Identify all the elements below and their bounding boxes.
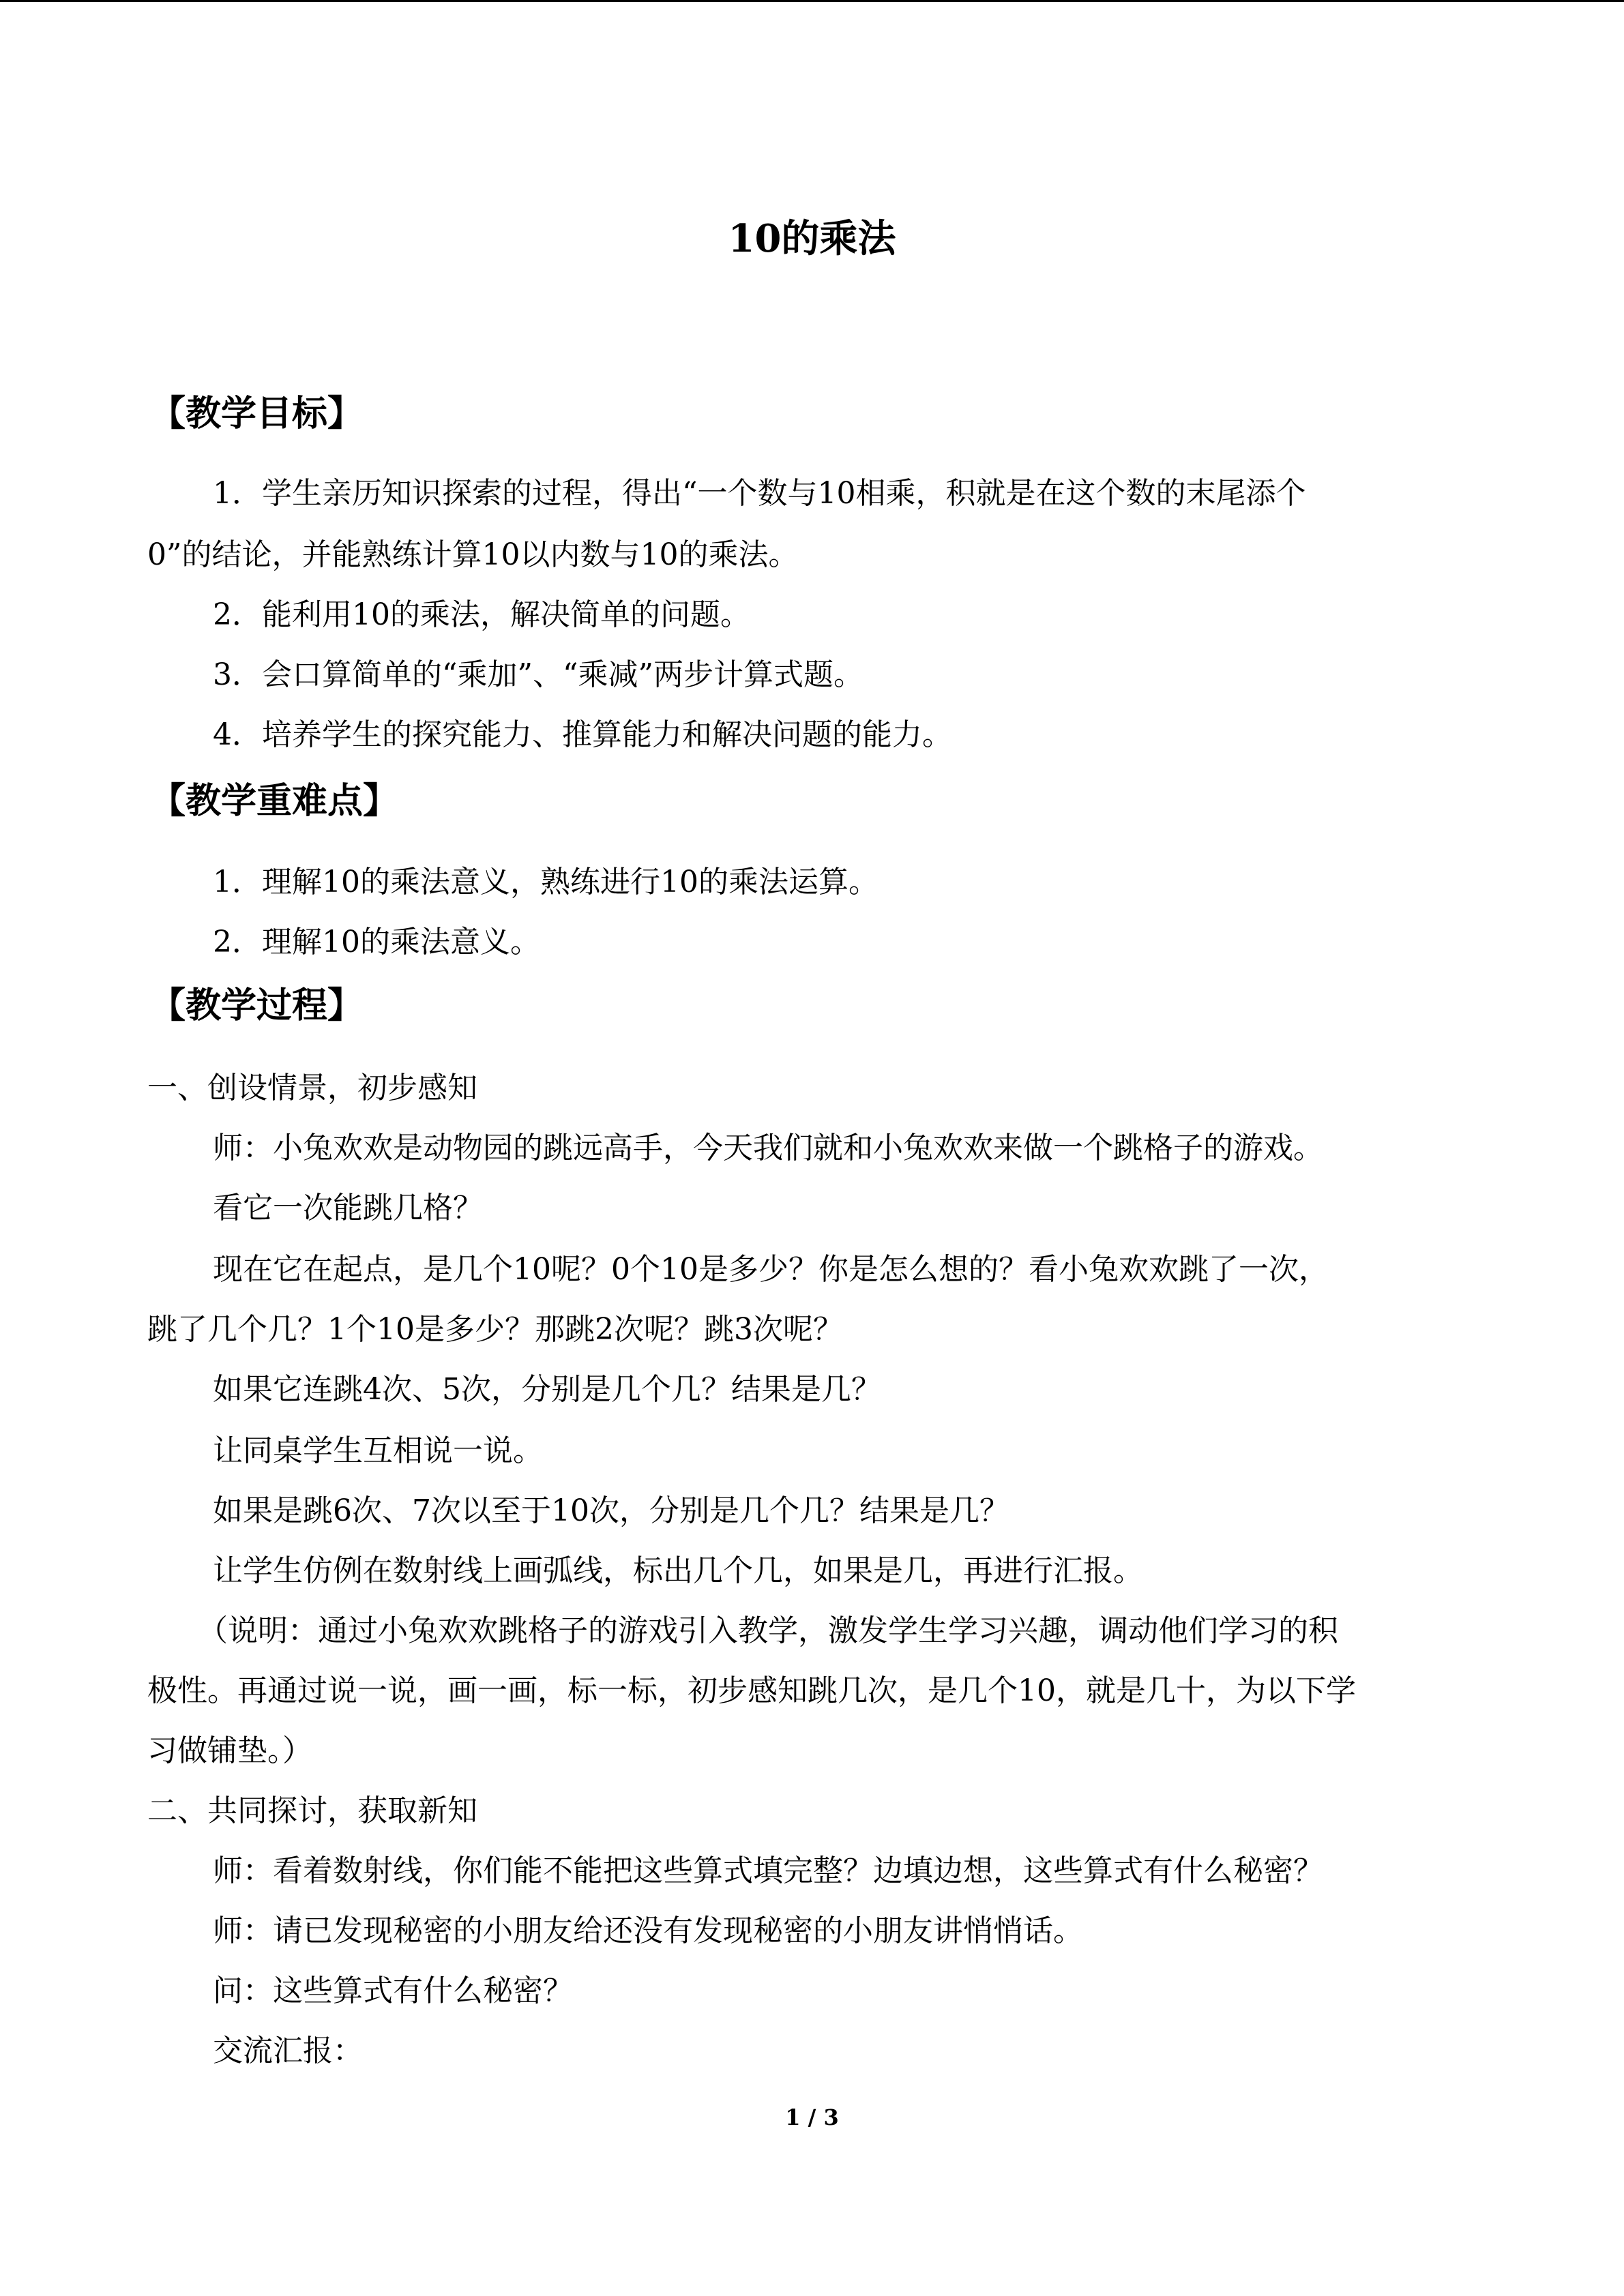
objective-line-1: 1．学生亲历知识探索的过程，得出“一个数与10相乘，积就是在这个数的末尾添个 [213,476,1306,511]
process-line-9: 师：请已发现秘密的小朋友给还没有发现秘密的小朋友讲悄悄话。 [213,1913,1083,1948]
keypoint-line-1: 1．理解10的乘法意义，熟练进行10的乘法运算。 [213,865,879,899]
process-line-3-cont: 跳了几个几？1个10是多少？那跳2次呢？跳3次呢？ [147,1312,843,1347]
process-line-7: 让学生仿例在数射线上画弧线，标出几个几，如果是几，再进行汇报。 [213,1553,1143,1588]
objective-line-2: 2．能利用10的乘法，解决简单的问题。 [213,597,750,632]
process-line-3: 现在它在起点，是几个10呢？0个10是多少？你是怎么想的？看小兔欢欢跳了一次， [213,1252,1329,1287]
keypoint-line-2: 2．理解10的乘法意义。 [213,925,540,959]
process-line-1: 师：小兔欢欢是动物园的跳远高手，今天我们就和小兔欢欢来做一个跳格子的游戏。 [213,1131,1323,1165]
heading-objectives: 【教学目标】 [150,393,364,434]
objective-line-1-cont: 0”的结论，并能熟练计算10以内数与10的乘法。 [147,537,799,572]
process-note-line-2: 极性。再通过说一说，画一画，标一标，初步感知跳几次，是几个10，就是几十，为以下学 [147,1673,1356,1708]
process-line-10: 问：这些算式有什么秘密？ [213,1973,573,2008]
document-title: 10的乘法 [728,216,896,261]
objective-line-4: 4．培养学生的探究能力、推算能力和解决问题的能力。 [213,717,952,752]
process-line-6: 如果是跳6次、7次以至于10次，分别是几个几？结果是几？ [213,1493,1009,1528]
objective-line-3: 3．会口算简单的“乘加”、“乘减”两步计算式题。 [213,657,863,692]
heading-keypoints: 【教学重难点】 [150,781,399,822]
page-number: 1 / 3 [785,2104,839,2130]
process-line-8: 师：看着数射线，你们能不能把这些算式填完整？边填边想，这些算式有什么秘密？ [213,1853,1323,1888]
process-line-5: 让同桌学生互相说一说。 [213,1433,543,1468]
process-line-2: 看它一次能跳几格？ [213,1191,483,1225]
process-subheading-2: 二、共同探讨，获取新知 [147,1793,477,1828]
process-note-line-3: 习做铺垫。） [147,1733,312,1768]
process-line-11: 交流汇报： [213,2033,363,2068]
process-line-4: 如果它连跳4次、5次，分别是几个几？结果是几？ [213,1372,881,1407]
process-subheading-1: 一、创设情景，初步感知 [147,1071,477,1105]
process-note-line-1: （说明：通过小兔欢欢跳格子的游戏引入教学，激发学生学习兴趣，调动他们学习的积 [198,1613,1338,1648]
heading-process: 【教学过程】 [150,985,364,1026]
